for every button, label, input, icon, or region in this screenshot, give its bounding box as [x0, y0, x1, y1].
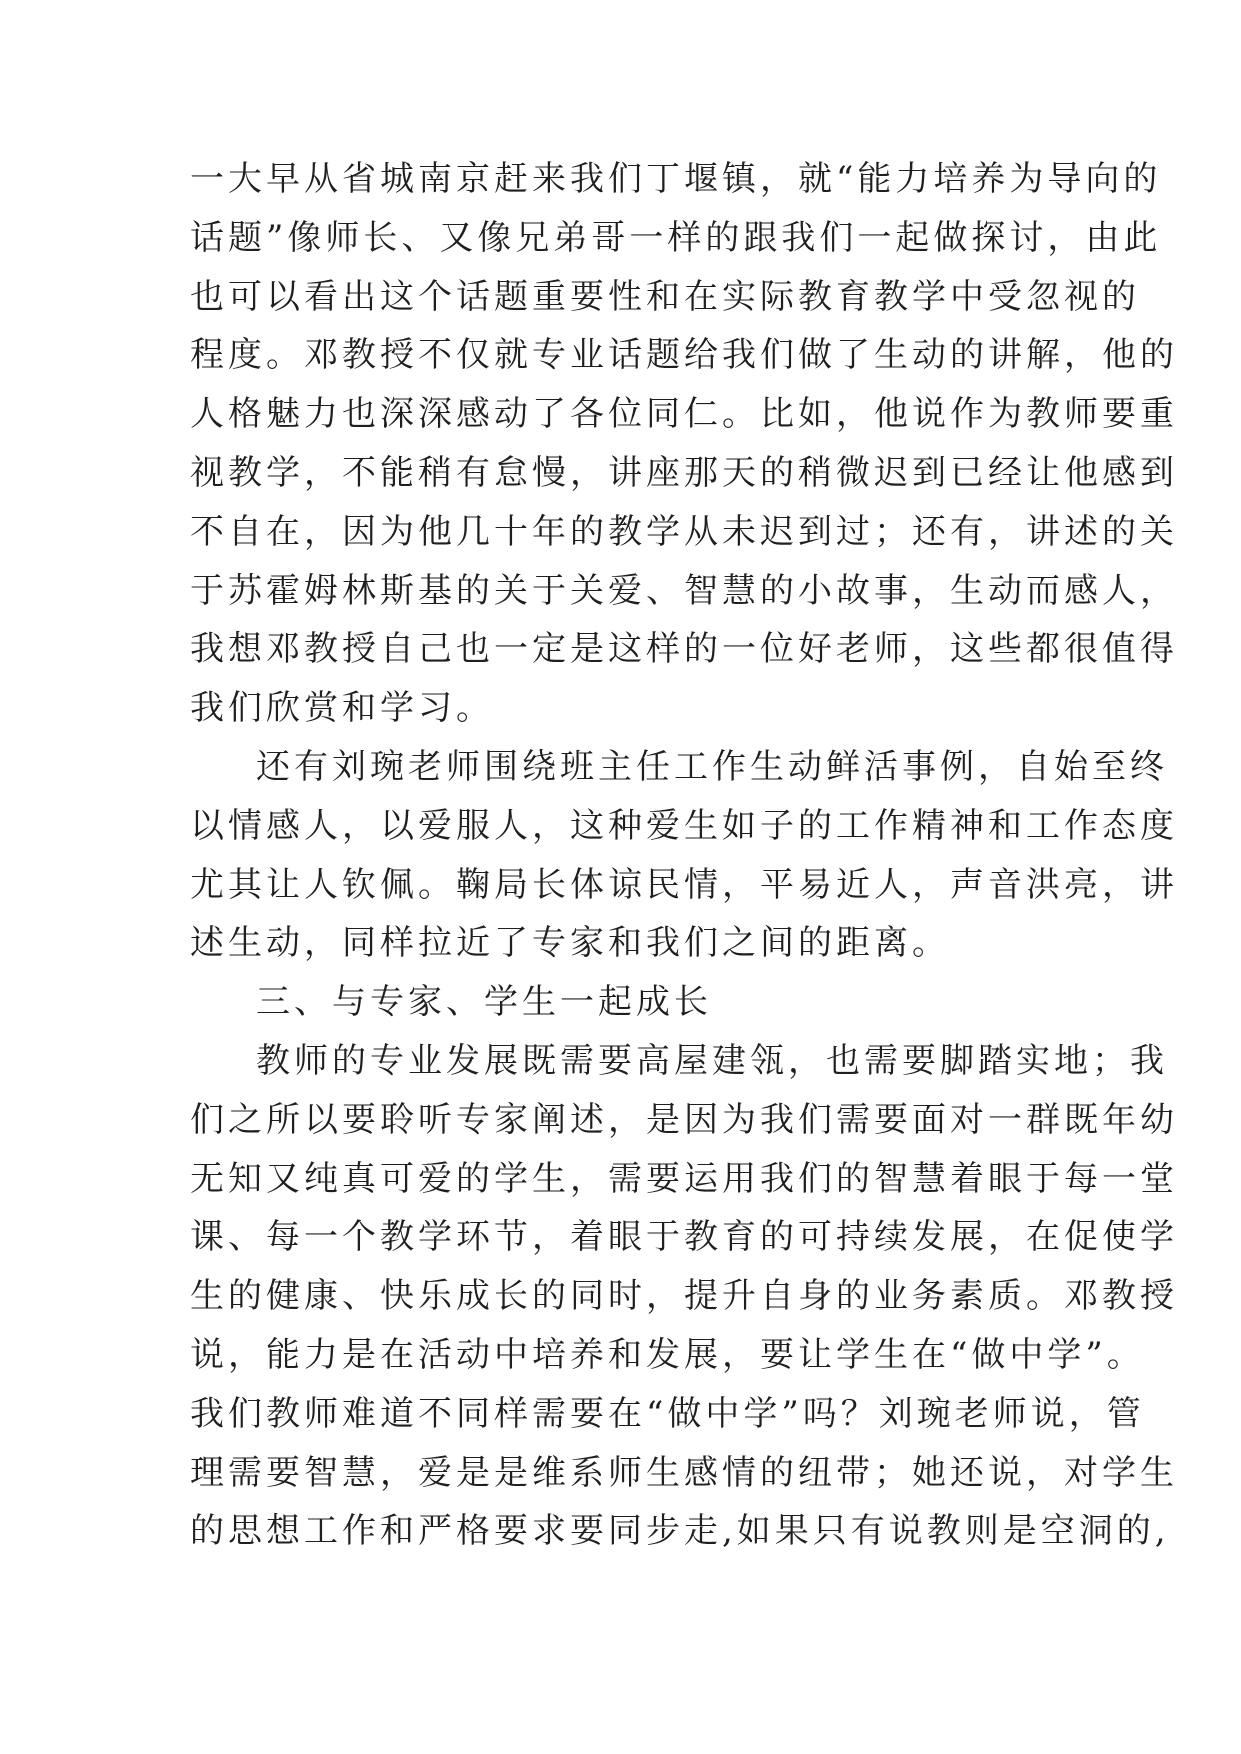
- text-line: 教师的专业发展既需要高屋建瓴，也需要脚踏实地；我: [256, 1040, 1168, 1081]
- text-line: 以情感人，以爱服人，这种爱生如子的工作精神和工作态度: [190, 805, 1178, 846]
- text-line: 程度。邓教授不仅就专业话题给我们做了生动的讲解，他的: [190, 335, 1178, 376]
- text-line: 我想邓教授自己也一定是这样的一位好老师，这些都很值得: [190, 629, 1178, 670]
- text-line: 生的健康、快乐成长的同时，提升自身的业务素质。邓教授: [190, 1276, 1178, 1317]
- text-line: 于苏霍姆林斯基的关于关爱、智慧的小故事，生动而感人，: [190, 570, 1178, 611]
- text-line: 我们欣赏和学习。: [190, 688, 494, 729]
- text-line: 不自在，因为他几十年的教学从未迟到过；还有，讲述的关: [190, 511, 1178, 552]
- text-line: 视教学，不能稍有怠慢，讲座那天的稍微迟到已经让他感到: [190, 452, 1178, 493]
- text-line: 话题”像师长、又像兄弟哥一样的跟我们一起做探讨，由此: [190, 217, 1162, 258]
- text-line: 述生动，同样拉近了专家和我们之间的距离。: [190, 923, 950, 964]
- text-line: 也可以看出这个话题重要性和在实际教育教学中受忽视的: [190, 276, 1140, 317]
- text-line: 无知又纯真可爱的学生，需要运用我们的智慧着眼于每一堂: [190, 1158, 1178, 1199]
- body-text: [190, 150, 1178, 1561]
- text-line: 人格魅力也深深感动了各位同仁。比如，他说作为教师要重: [190, 394, 1178, 435]
- text-line: 尤其让人钦佩。鞠局长体谅民情，平易近人，声音洪亮，讲: [190, 864, 1178, 905]
- text-line: 一大早从省城南京赶来我们丁堰镇，就“能力培养为导向的: [190, 159, 1162, 199]
- text-line: 的思想工作和严格要求要同步走,如果只有说教则是空洞的,: [190, 1511, 1170, 1552]
- text-line: 们之所以要聆听专家阐述，是因为我们需要面对一群既年幼: [190, 1099, 1178, 1140]
- text-line: 课、每一个教学环节，着眼于教育的可持续发展，在促使学: [190, 1217, 1178, 1258]
- text-line: 我们教师难道不同样需要在“做中学”吗？刘琬老师说，管: [190, 1393, 1145, 1434]
- text-line: 三、与专家、学生一起成长: [256, 982, 712, 1023]
- text-line: 说，能力是在活动中培养和发展，要让学生在“做中学”。: [190, 1334, 1145, 1375]
- text-line: 还有刘琬老师围绕班主任工作生动鲜活事例，自始至终: [256, 746, 1168, 787]
- text-line: 理需要智慧，爱是是维系师生感情的纽带；她还说，对学生: [190, 1452, 1178, 1493]
